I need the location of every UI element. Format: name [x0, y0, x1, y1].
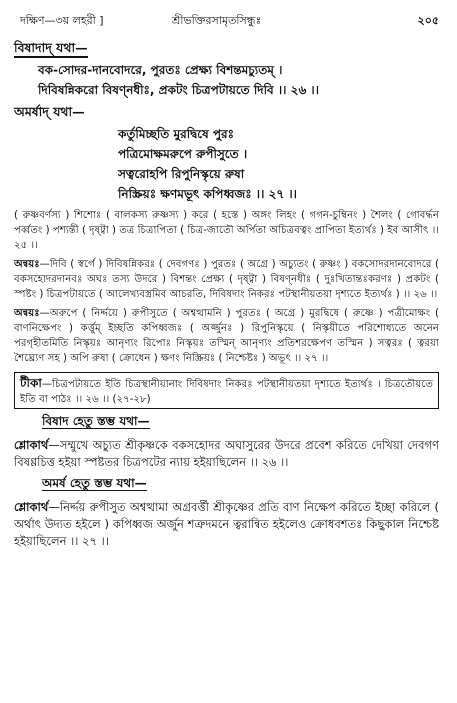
anvay-27-text: —অরুপে ( নির্দ্দয়ে ) রুপীসুতে ( অশ্বত্থামনি ) পুরতঃ ( অগ্রে ) মুরদ্বিষে ( রুষ্ণে ) পত্রীমোক্ষং ( বাণনিক্ষেপং ) কর্ত্তুম্ ইচ্ছতি কপিধ্বজঃ ( অর্জ্জুনঃ ) রিপুনিস্কৃয়ে ( নিস্কৃয়ীতে পরিশোধ্যতে অনেন পরগৃহীতমিতি নিস্কৃয়ঃ আনৃণ্যং রিপোঃ নিস্কৃয়ঃ তস্মিন্ আনৃণ্যং প্রতিশরক্ষেপণ তস্মিন ) সত্বরঃ ( ত্বরয়া শৈঘ্র্যেণ সহ ) অপি রুষা ( ক্রোধেন ) ক্ষণং নিস্ক্রিয়ঃ ( নিশ্চেষ্টঃ ) অভূৎ ।। ২৭ ।। — [14, 308, 439, 364]
anvay-26 — [14, 257, 439, 302]
verse2-line4: নিস্ক্রিয়ঃ ক্ষণমভূৎ কপিধ্বজঃ ।। ২৭ ।। — [118, 187, 297, 201]
page-body — [14, 36, 439, 550]
bengali2-paragraph — [14, 499, 439, 550]
tika-paragraph — [20, 376, 433, 407]
verse1-line1: বক-সোদর-দানবোদরে, পুরতঃ প্রেক্ষ্য বিশন্তমচ্যুতম্ । — [38, 63, 283, 77]
tika-label: টীকা — [20, 376, 42, 390]
tika-box — [14, 372, 439, 409]
anvay-26-label: অন্বয়ঃ — [14, 259, 40, 270]
page-number: ২০৫ — [417, 14, 439, 27]
bengali1-paragraph — [14, 437, 439, 471]
anvay-27-label: অন্বয়ঃ — [14, 308, 40, 319]
anvay-27 — [14, 306, 439, 366]
header-book-title: শ্রীভক্তিরসামৃতসিন্ধুঃ — [172, 14, 262, 27]
bengali2-label: শ্লোকার্থ — [14, 500, 49, 514]
commentary-para-25: ( রুষ্ণবর্ণস্য ) শিশোঃ ( বালকস্য রুষ্ণস্য ) করে ( হস্তে ) অঙ্গং লিহং ( গগন-চুম্বিনং ) শৈলং ( গোবর্দ্ধন পর্ব্বতং ) পশ্যন্তী ( দৃষ্ট্বা ) তত্র চিত্রাপিতা ( চিত্র-জাতৌ অর্পিতা অচিত্রবত্বং প্রাপিতা ইত্যর্থঃ ) ইব আসীৎ ।। ২৫ ।। — [14, 210, 439, 251]
verse2-line3: সত্বরোহপি রিপুনিস্কৃয়ে রুষা — [118, 167, 245, 181]
bengali2-text: —নির্দ্দয় রুপীসুত অশ্বত্থামা অগ্রবর্ত্তী শ্রীকৃষ্ণের প্রতি বাণ নিক্ষেপ করিতে ইচ্ছা করিলে ( অর্থাৎ উদ্যত হইলে ) কপিধ্বজ অর্জুন শত্রুদমনে ত্বরান্বিত হইলেও ক্রোধবশতঃ কিছুকাল নিশ্চেষ্ট হইয়াছিলেন ।। ২৭ ।। — [14, 500, 439, 548]
header-section-label: দক্ষিণ—৩য় লহরী ] — [20, 14, 104, 27]
bengali1-text: —সম্মুখে অচ্যুত শ্রীকৃষ্ণকে বকসহোদর অঘাসুরের উদরে প্রবেশ করিতে দেখিয়া দেবগণ বিষণ্ণচিত্ত হইয়া স্পষ্টতর চিত্রপটের ন্যায় হইয়াছিলেন ।। ২৬ ।। — [14, 438, 439, 469]
bengali1-heading: বিষাদ হেতু স্তম্ভ যথা— — [42, 414, 150, 428]
verse2-line2: পত্রিমোক্ষমরুপে রুপীসুতে । — [118, 147, 248, 161]
bengali1-label: শ্লোকার্থ — [14, 438, 49, 452]
verse1-line2: দিবিষন্নিকরো বিষণ্নধীঃ, প্রকটং চিত্রপটায়তে দিবি ।। ২৬ ।। — [38, 83, 320, 97]
anvay-26-text: —দিবি ( স্বর্গে ) দিবিষন্নিকরঃ ( দেবগণঃ ) পুরতঃ ( অগ্রে ) অচ্যুতং ( রুষ্ণং ) বকসোদরদানবোদরে ( বকসহোদরদানবঃ অঘঃ তস্য উদরে ) বিশন্তং প্রেক্ষ্য ( দৃষ্ট্বা ) বিষণ্নধীঃ ( দুঃখিতান্তঃকরণঃ ) প্রকটং ( স্পষ্টং ) চিত্রপটায়তে ( আলেখ্যবস্ত্রমিব আচরতি, দিবিষদাং নিকরঃ পটস্থানীয়তয়া দৃশ্যতে ইত্যর্থঃ ) ।। ২৬ ।। — [14, 259, 439, 300]
verse2-heading: অমর্ষাদ্ যথা— — [14, 104, 85, 119]
page-header — [14, 10, 439, 30]
bengali2-heading: অমর্ষ হেতু স্তম্ভ যথা— — [42, 476, 147, 490]
verse1-heading: বিষাদাদ্ যথা— — [14, 40, 439, 60]
tika-text: —চিত্রপটায়তে ইতি চিত্রস্থানীয়ানাং দিবিষদাং নিকরঃ পটস্থানীয়তয়া দৃশ্যতে ইত্যর্থঃ । চিত্রতৌয়তে ইতি বা পাঠঃ ।। ২৬ ।। (২৭-২৮) — [20, 379, 433, 405]
verse2-line1: কর্তুমিচ্ছতি মুরদ্বিষে পুরঃ — [118, 127, 235, 141]
